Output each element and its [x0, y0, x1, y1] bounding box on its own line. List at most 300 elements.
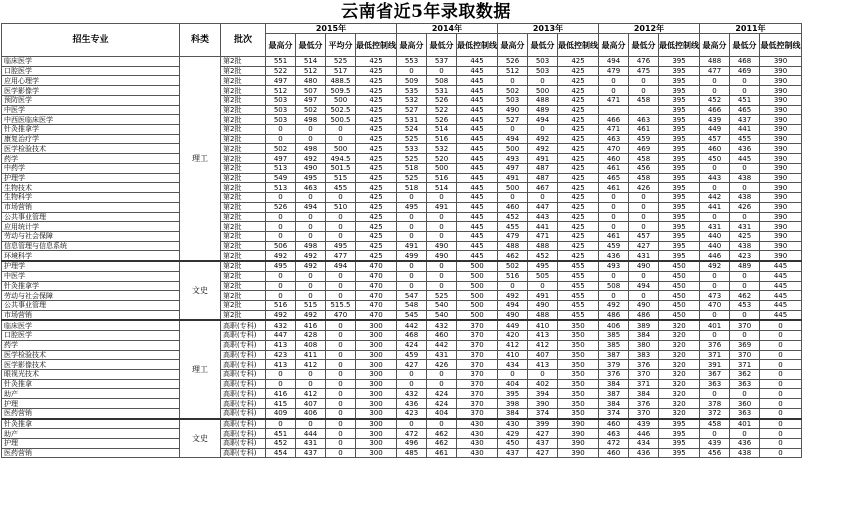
score-cell: 445 — [457, 115, 498, 125]
score-cell: 0 — [528, 370, 558, 380]
score-cell: 468 — [397, 331, 427, 341]
score-cell: 0 — [296, 281, 326, 291]
score-cell: 453 — [730, 300, 760, 310]
score-cell: 495 — [528, 261, 558, 271]
score-cell: 412 — [528, 340, 558, 350]
score-cell: 0 — [427, 379, 457, 389]
score-cell: 461 — [599, 183, 629, 193]
batch-cell: 第2批 — [221, 125, 266, 135]
major-cell: 劳动与社会保障 — [2, 291, 180, 301]
score-cell: 383 — [629, 350, 659, 360]
score-cell — [599, 105, 629, 115]
score-cell: 425 — [356, 115, 397, 125]
score-cell: 469 — [730, 66, 760, 76]
score-cell: 0 — [700, 429, 730, 439]
score-cell: 473 — [700, 291, 730, 301]
score-cell: 500 — [457, 261, 498, 271]
table-row — [2, 261, 802, 271]
score-cell: 470 — [599, 144, 629, 154]
score-cell: 500 — [457, 291, 498, 301]
score-cell: 425 — [558, 193, 599, 203]
score-cell: 0 — [599, 291, 629, 301]
score-cell: 455 — [730, 134, 760, 144]
score-cell: 0 — [397, 212, 427, 222]
major-cell: 口腔医学 — [2, 331, 180, 341]
score-cell: 0 — [629, 291, 659, 301]
score-cell: 390 — [760, 125, 802, 135]
major-cell: 临床医学 — [2, 57, 180, 67]
score-cell: 395 — [659, 125, 700, 135]
score-cell: 0 — [498, 125, 528, 135]
score-cell: 374 — [528, 408, 558, 418]
score-cell: 425 — [558, 105, 599, 115]
score-cell: 459 — [629, 134, 659, 144]
score-cell: 370 — [457, 331, 498, 341]
score-cell: 390 — [760, 115, 802, 125]
score-cell: 492 — [296, 261, 326, 271]
score-cell: 441 — [730, 125, 760, 135]
score-cell: 505 — [528, 271, 558, 281]
batch-cell: 第2批 — [221, 310, 266, 320]
score-cell: 425 — [558, 134, 599, 144]
score-cell: 445 — [457, 125, 498, 135]
score-cell: 526 — [427, 95, 457, 105]
score-cell: 446 — [700, 251, 730, 261]
score-cell: 0 — [599, 86, 629, 96]
score-cell: 390 — [760, 95, 802, 105]
score-cell: 426 — [629, 183, 659, 193]
score-cell: 0 — [397, 419, 427, 429]
score-cell: 506 — [266, 241, 296, 251]
score-cell: 320 — [659, 350, 700, 360]
score-cell: 438 — [730, 193, 760, 203]
score-cell: 416 — [296, 320, 326, 330]
major-cell: 公共事业管理 — [2, 300, 180, 310]
score-cell: 0 — [700, 271, 730, 281]
score-cell: 0 — [427, 231, 457, 241]
score-cell: 424 — [397, 340, 427, 350]
batch-cell: 高职(专科) — [221, 370, 266, 380]
score-cell: 413 — [528, 331, 558, 341]
score-cell: 455 — [498, 222, 528, 232]
batch-cell: 第2批 — [221, 163, 266, 173]
score-cell: 442 — [427, 340, 457, 350]
score-cell: 500 — [457, 310, 498, 320]
score-cell: 449 — [700, 125, 730, 135]
score-cell: 320 — [659, 379, 700, 389]
major-cell: 生物技术 — [2, 183, 180, 193]
score-cell: 459 — [397, 350, 427, 360]
score-cell: 404 — [498, 379, 528, 389]
score-cell: 549 — [266, 173, 296, 183]
header-control-line: 最低控制线 — [659, 34, 700, 57]
header-year-2013: 2013年 — [498, 24, 599, 34]
score-cell: 450 — [659, 271, 700, 281]
major-cell: 劳动与社会保障 — [2, 231, 180, 241]
score-cell: 465 — [730, 105, 760, 115]
score-cell: 390 — [760, 154, 802, 164]
score-cell: 395 — [659, 231, 700, 241]
score-cell: 350 — [558, 399, 599, 409]
score-cell: 489 — [528, 105, 558, 115]
score-cell: 425 — [356, 76, 397, 86]
score-cell: 390 — [760, 57, 802, 67]
score-cell: 456 — [700, 448, 730, 458]
score-cell: 467 — [528, 183, 558, 193]
score-cell: 459 — [599, 241, 629, 251]
table-row — [2, 340, 802, 350]
score-cell: 0 — [760, 429, 802, 439]
score-cell: 370 — [730, 350, 760, 360]
score-cell: 466 — [700, 105, 730, 115]
score-cell: 442 — [700, 193, 730, 203]
score-cell: 0 — [296, 222, 326, 232]
score-cell: 0 — [730, 86, 760, 96]
score-cell: 385 — [599, 340, 629, 350]
score-cell: 512 — [296, 66, 326, 76]
major-cell: 预防医学 — [2, 95, 180, 105]
score-cell: 517 — [326, 66, 356, 76]
score-cell: 495 — [296, 173, 326, 183]
table-row — [2, 57, 802, 67]
score-cell: 0 — [760, 408, 802, 418]
score-cell: 300 — [356, 370, 397, 380]
score-cell: 425 — [558, 95, 599, 105]
score-cell: 438 — [730, 241, 760, 251]
batch-cell: 高职(专科) — [221, 379, 266, 389]
score-cell: 0 — [498, 370, 528, 380]
score-cell: 370 — [457, 350, 498, 360]
score-cell: 455 — [558, 310, 599, 320]
score-cell: 300 — [356, 439, 397, 449]
score-cell: 0 — [427, 271, 457, 281]
score-cell: 492 — [266, 310, 296, 320]
score-cell: 496 — [397, 439, 427, 449]
score-cell: 410 — [528, 320, 558, 330]
score-cell: 395 — [659, 419, 700, 429]
score-cell: 320 — [659, 370, 700, 380]
score-cell: 454 — [266, 448, 296, 458]
score-cell: 502 — [296, 105, 326, 115]
score-cell: 384 — [599, 379, 629, 389]
score-cell: 390 — [760, 163, 802, 173]
score-cell: 430 — [457, 429, 498, 439]
score-cell: 470 — [356, 291, 397, 301]
score-cell: 0 — [760, 360, 802, 370]
score-cell: 437 — [730, 115, 760, 125]
score-cell: 401 — [700, 320, 730, 330]
score-cell: 458 — [700, 419, 730, 429]
score-cell: 0 — [326, 350, 356, 360]
major-cell: 护理 — [2, 439, 180, 449]
score-cell: 432 — [427, 320, 457, 330]
batch-cell: 第2批 — [221, 57, 266, 67]
score-cell: 350 — [558, 360, 599, 370]
score-cell: 399 — [528, 419, 558, 429]
batch-cell: 第2批 — [221, 241, 266, 251]
score-cell: 0 — [427, 212, 457, 222]
score-cell: 492 — [700, 261, 730, 271]
score-cell: 476 — [629, 57, 659, 67]
score-cell: 378 — [700, 399, 730, 409]
score-cell: 0 — [528, 125, 558, 135]
score-cell: 461 — [599, 231, 629, 241]
score-cell: 376 — [629, 360, 659, 370]
score-cell: 460 — [498, 202, 528, 212]
score-cell: 370 — [730, 320, 760, 330]
score-cell: 445 — [457, 173, 498, 183]
score-cell: 425 — [356, 57, 397, 67]
table-row — [2, 76, 802, 86]
table-row — [2, 408, 802, 418]
batch-cell: 第2批 — [221, 202, 266, 212]
score-cell: 526 — [266, 202, 296, 212]
score-cell: 553 — [397, 57, 427, 67]
score-cell: 0 — [760, 448, 802, 458]
score-cell: 0 — [397, 281, 427, 291]
score-cell: 445 — [457, 241, 498, 251]
score-cell: 425 — [558, 66, 599, 76]
score-cell: 500.5 — [326, 115, 356, 125]
score-cell: 395 — [659, 163, 700, 173]
score-cell: 437 — [296, 448, 326, 458]
score-cell: 475 — [629, 66, 659, 76]
score-cell: 0 — [498, 281, 528, 291]
table-row — [2, 163, 802, 173]
score-cell: 445 — [457, 222, 498, 232]
score-cell: 437 — [528, 439, 558, 449]
score-cell: 431 — [427, 350, 457, 360]
category-cell: 理工 — [180, 57, 221, 262]
score-cell: 0 — [760, 399, 802, 409]
score-cell: 300 — [356, 429, 397, 439]
score-cell: 492 — [296, 154, 326, 164]
score-cell: 500 — [457, 300, 498, 310]
score-cell: 501.5 — [326, 163, 356, 173]
admission-data-table — [1, 23, 802, 458]
score-cell: 395 — [659, 212, 700, 222]
major-cell: 针灸推拿 — [2, 419, 180, 429]
score-cell: 494 — [528, 115, 558, 125]
major-cell: 针灸推拿学 — [2, 281, 180, 291]
score-cell: 350 — [558, 320, 599, 330]
page-title: 云南省近5年录取数据 — [341, 2, 511, 22]
table-row — [2, 251, 802, 261]
header-min-score: 最低分 — [730, 34, 760, 57]
table-row — [2, 202, 802, 212]
score-cell: 508 — [427, 76, 457, 86]
score-cell: 447 — [528, 202, 558, 212]
header-control-line: 最低控制线 — [457, 34, 498, 57]
score-cell: 0 — [599, 76, 629, 86]
score-cell: 0 — [326, 439, 356, 449]
score-cell: 441 — [700, 202, 730, 212]
score-cell: 450 — [498, 439, 528, 449]
batch-cell: 第2批 — [221, 183, 266, 193]
score-cell: 390 — [760, 134, 802, 144]
score-cell: 512 — [498, 66, 528, 76]
score-cell: 0 — [700, 212, 730, 222]
score-cell: 434 — [498, 360, 528, 370]
score-cell: 0 — [700, 331, 730, 341]
major-cell: 护理 — [2, 399, 180, 409]
score-cell: 427 — [397, 360, 427, 370]
score-cell: 494 — [599, 57, 629, 67]
score-cell: 425 — [356, 212, 397, 222]
score-cell: 413 — [266, 360, 296, 370]
score-cell: 470 — [356, 300, 397, 310]
major-cell: 医药营销 — [2, 448, 180, 458]
score-cell: 415 — [266, 399, 296, 409]
score-cell: 524 — [397, 125, 427, 135]
score-cell: 452 — [700, 95, 730, 105]
header-control-line: 最低控制线 — [558, 34, 599, 57]
score-cell: 320 — [659, 320, 700, 330]
score-cell: 450 — [659, 281, 700, 291]
score-cell: 444 — [296, 429, 326, 439]
score-cell: 461 — [427, 448, 457, 458]
score-cell: 0 — [760, 320, 802, 330]
score-cell: 516 — [427, 134, 457, 144]
major-cell: 公共事业管理 — [2, 212, 180, 222]
score-cell: 456 — [629, 163, 659, 173]
score-cell: 0 — [397, 66, 427, 76]
score-cell: 515 — [326, 173, 356, 183]
score-cell: 423 — [397, 408, 427, 418]
score-cell: 407 — [296, 399, 326, 409]
score-cell: 406 — [296, 408, 326, 418]
score-cell: 425 — [558, 86, 599, 96]
score-cell: 472 — [397, 429, 427, 439]
score-cell: 436 — [599, 251, 629, 261]
score-cell: 0 — [326, 281, 356, 291]
score-cell: 460 — [427, 331, 457, 341]
score-cell: 537 — [427, 57, 457, 67]
score-cell: 300 — [356, 360, 397, 370]
score-cell: 370 — [457, 360, 498, 370]
score-cell: 522 — [427, 105, 457, 115]
score-cell: 0 — [730, 183, 760, 193]
score-cell: 390 — [760, 241, 802, 251]
batch-cell: 高职(专科) — [221, 419, 266, 429]
score-cell: 492 — [528, 144, 558, 154]
score-cell: 300 — [356, 408, 397, 418]
score-cell: 445 — [760, 261, 802, 271]
score-cell: 497 — [266, 154, 296, 164]
score-cell: 389 — [629, 320, 659, 330]
score-cell: 487 — [528, 173, 558, 183]
score-cell: 0 — [296, 379, 326, 389]
major-cell: 应用心理学 — [2, 76, 180, 86]
major-cell: 针灸推拿 — [2, 379, 180, 389]
score-cell: 450 — [659, 291, 700, 301]
score-cell: 451 — [730, 95, 760, 105]
score-cell: 395 — [659, 86, 700, 96]
score-cell: 439 — [629, 419, 659, 429]
score-cell: 426 — [427, 360, 457, 370]
score-cell: 395 — [659, 115, 700, 125]
score-cell: 371 — [730, 360, 760, 370]
score-cell: 532 — [397, 95, 427, 105]
score-cell: 395 — [659, 76, 700, 86]
score-cell: 0 — [599, 222, 629, 232]
table-row — [2, 439, 802, 449]
score-cell: 390 — [558, 448, 599, 458]
score-cell: 0 — [326, 193, 356, 203]
score-cell: 462 — [427, 439, 457, 449]
score-cell: 515.5 — [326, 300, 356, 310]
score-cell: 480 — [296, 76, 326, 86]
score-cell: 445 — [760, 300, 802, 310]
header-max-score: 最高分 — [700, 34, 730, 57]
batch-cell: 第2批 — [221, 291, 266, 301]
score-cell: 512 — [266, 86, 296, 96]
score-cell: 0 — [397, 261, 427, 271]
score-cell: 0 — [296, 193, 326, 203]
score-cell: 425 — [356, 222, 397, 232]
score-cell: 425 — [356, 183, 397, 193]
score-cell: 384 — [498, 408, 528, 418]
score-cell: 425 — [730, 231, 760, 241]
score-cell: 446 — [629, 429, 659, 439]
score-cell: 440 — [700, 231, 730, 241]
score-cell: 395 — [659, 183, 700, 193]
score-cell: 300 — [356, 389, 397, 399]
score-cell: 300 — [356, 331, 397, 341]
score-cell: 395 — [659, 144, 700, 154]
score-cell: 500 — [457, 271, 498, 281]
score-cell: 0 — [326, 399, 356, 409]
score-cell: 370 — [457, 320, 498, 330]
score-cell: 445 — [457, 144, 498, 154]
batch-cell: 高职(专科) — [221, 331, 266, 341]
score-cell: 395 — [659, 251, 700, 261]
score-cell: 540 — [427, 310, 457, 320]
major-cell: 针灸推拿学 — [2, 125, 180, 135]
score-cell: 510 — [326, 202, 356, 212]
score-cell: 526 — [498, 57, 528, 67]
score-cell: 514 — [427, 183, 457, 193]
score-cell: 490 — [427, 241, 457, 251]
score-cell: 0 — [266, 134, 296, 144]
score-cell: 412 — [296, 360, 326, 370]
score-cell: 449 — [498, 320, 528, 330]
header-control-line: 最低控制线 — [760, 34, 802, 57]
score-cell: 525 — [427, 291, 457, 301]
score-cell: 0 — [760, 419, 802, 429]
score-cell: 527 — [498, 115, 528, 125]
score-cell: 500 — [528, 86, 558, 96]
score-cell: 0 — [760, 350, 802, 360]
score-cell: 470 — [356, 281, 397, 291]
score-cell: 439 — [700, 439, 730, 449]
score-cell: 443 — [700, 173, 730, 183]
score-cell: 425 — [558, 125, 599, 135]
batch-cell: 高职(专科) — [221, 389, 266, 399]
score-cell — [629, 105, 659, 115]
score-cell: 0 — [599, 212, 629, 222]
score-cell: 500 — [326, 144, 356, 154]
score-cell: 425 — [356, 95, 397, 105]
category-cell: 文史 — [180, 261, 221, 320]
score-cell: 513 — [266, 183, 296, 193]
score-cell: 490 — [629, 300, 659, 310]
score-cell: 450 — [700, 154, 730, 164]
score-cell: 363 — [730, 379, 760, 389]
score-cell: 0 — [326, 370, 356, 380]
score-cell: 447 — [266, 331, 296, 341]
score-cell: 445 — [457, 231, 498, 241]
